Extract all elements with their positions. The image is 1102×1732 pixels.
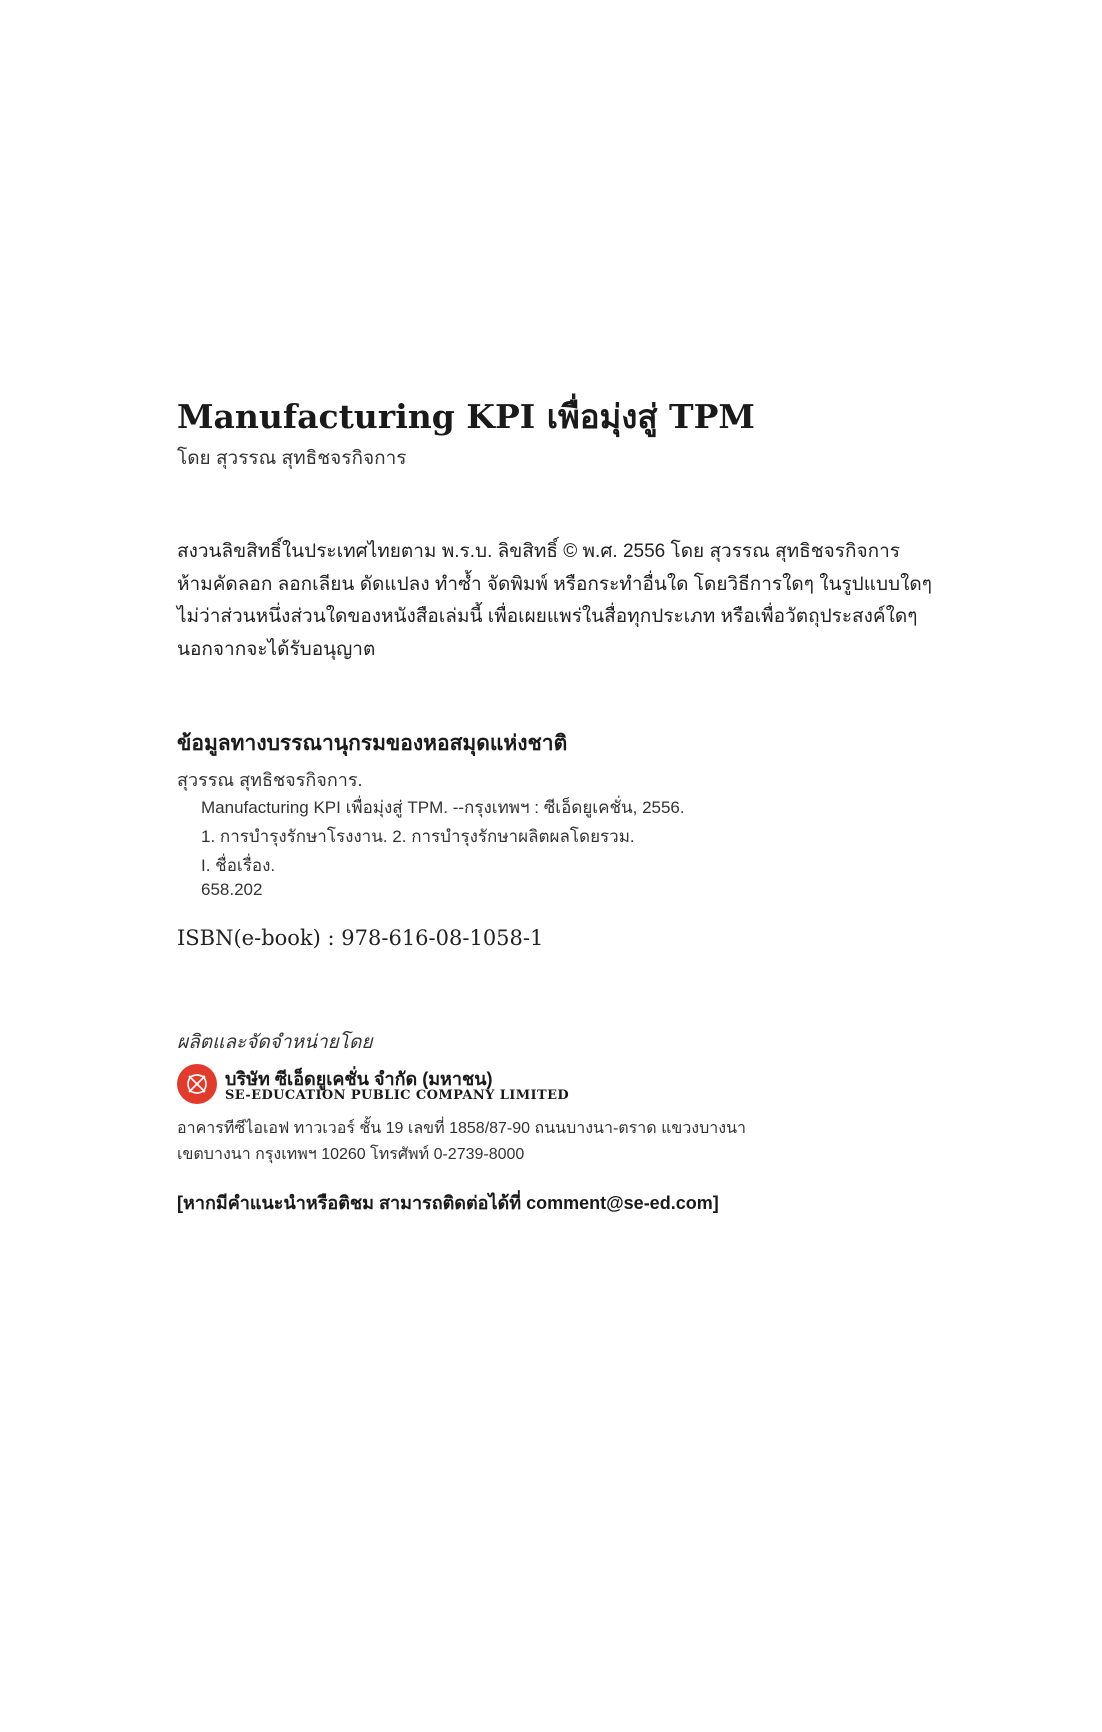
isbn: ISBN(e-book) : 978-616-08-1058-1 [177,926,544,950]
copyright-line: ไม่ว่าส่วนหนึ่งส่วนใดของหนังสือเล่มนี้ เพื่อเผยแพร่ในสื่อทุกประเภท หรือเพื่อวัตถุประสงค์ใดๆ [177,606,918,627]
publisher-name-english: SE-EDUCATION PUBLIC COMPANY LIMITED [225,1088,570,1103]
cataloging-subjects: 1. การบำรุงรักษาโรงงาน. 2. การบำรุงรักษาผลิตผลโดยรวม. [201,827,635,846]
cataloging-classification: 658.202 [201,880,263,899]
author-line: โดย สุวรรณ สุทธิชจรกิจการ [177,448,407,469]
address-line: เขตบางนา กรุงเทพฯ 10260 โทรศัพท์ 0-2739-8000 [177,1146,525,1163]
publisher-name-thai: บริษัท ซีเอ็ดยูเคชั่น จำกัด (มหาชน) [225,1069,493,1089]
se-ed-logo-icon [177,1064,217,1104]
cataloging-author: สุวรรณ สุทธิชจรกิจการ. [177,770,363,790]
cataloging-title-line: Manufacturing KPI เพื่อมุ่งสู่ TPM. --กรุงเทพฯ : ซีเอ็ดยูเคชั่น, 2556. [201,798,685,817]
publisher-address [177,1116,746,1168]
copyright-line: สงวนลิขสิทธิ์ในประเทศไทยตาม พ.ร.บ. ลิขสิทธิ์ © พ.ศ. 2556 โดย สุวรรณ สุทธิชจรกิจการ [177,541,901,562]
copyright-notice [177,536,957,666]
cataloging-title-entry: I. ชื่อเรื่อง. [201,856,276,875]
book-title: Manufacturing KPI เพื่อมุ่งสู่ TPM [177,397,755,436]
cataloging-heading: ข้อมูลทางบรรณานุกรมของหอสมุดแห่งชาติ [177,732,568,755]
feedback-contact: [หากมีคำแนะนำหรือติชม สามารถติดต่อได้ที่ comment@se-ed.com] [177,1193,719,1213]
copyright-line: ห้ามคัดลอก ลอกเลียน ดัดแปลง ทำซ้ำ จัดพิมพ์ หรือกระทำอื่นใด โดยวิธีการใดๆ ในรูปแบบใดๆ [177,573,932,595]
produced-by-label: ผลิตและจัดจำหน่ายโดย [177,1032,373,1053]
address-line: อาคารทีซีไอเอฟ ทาวเวอร์ ชั้น 19 เลขที่ 1858/87-90 ถนนบางนา-ตราด แขวงบางนา [177,1120,746,1137]
copyright-line: นอกจากจะได้รับอนุญาต [177,638,376,660]
